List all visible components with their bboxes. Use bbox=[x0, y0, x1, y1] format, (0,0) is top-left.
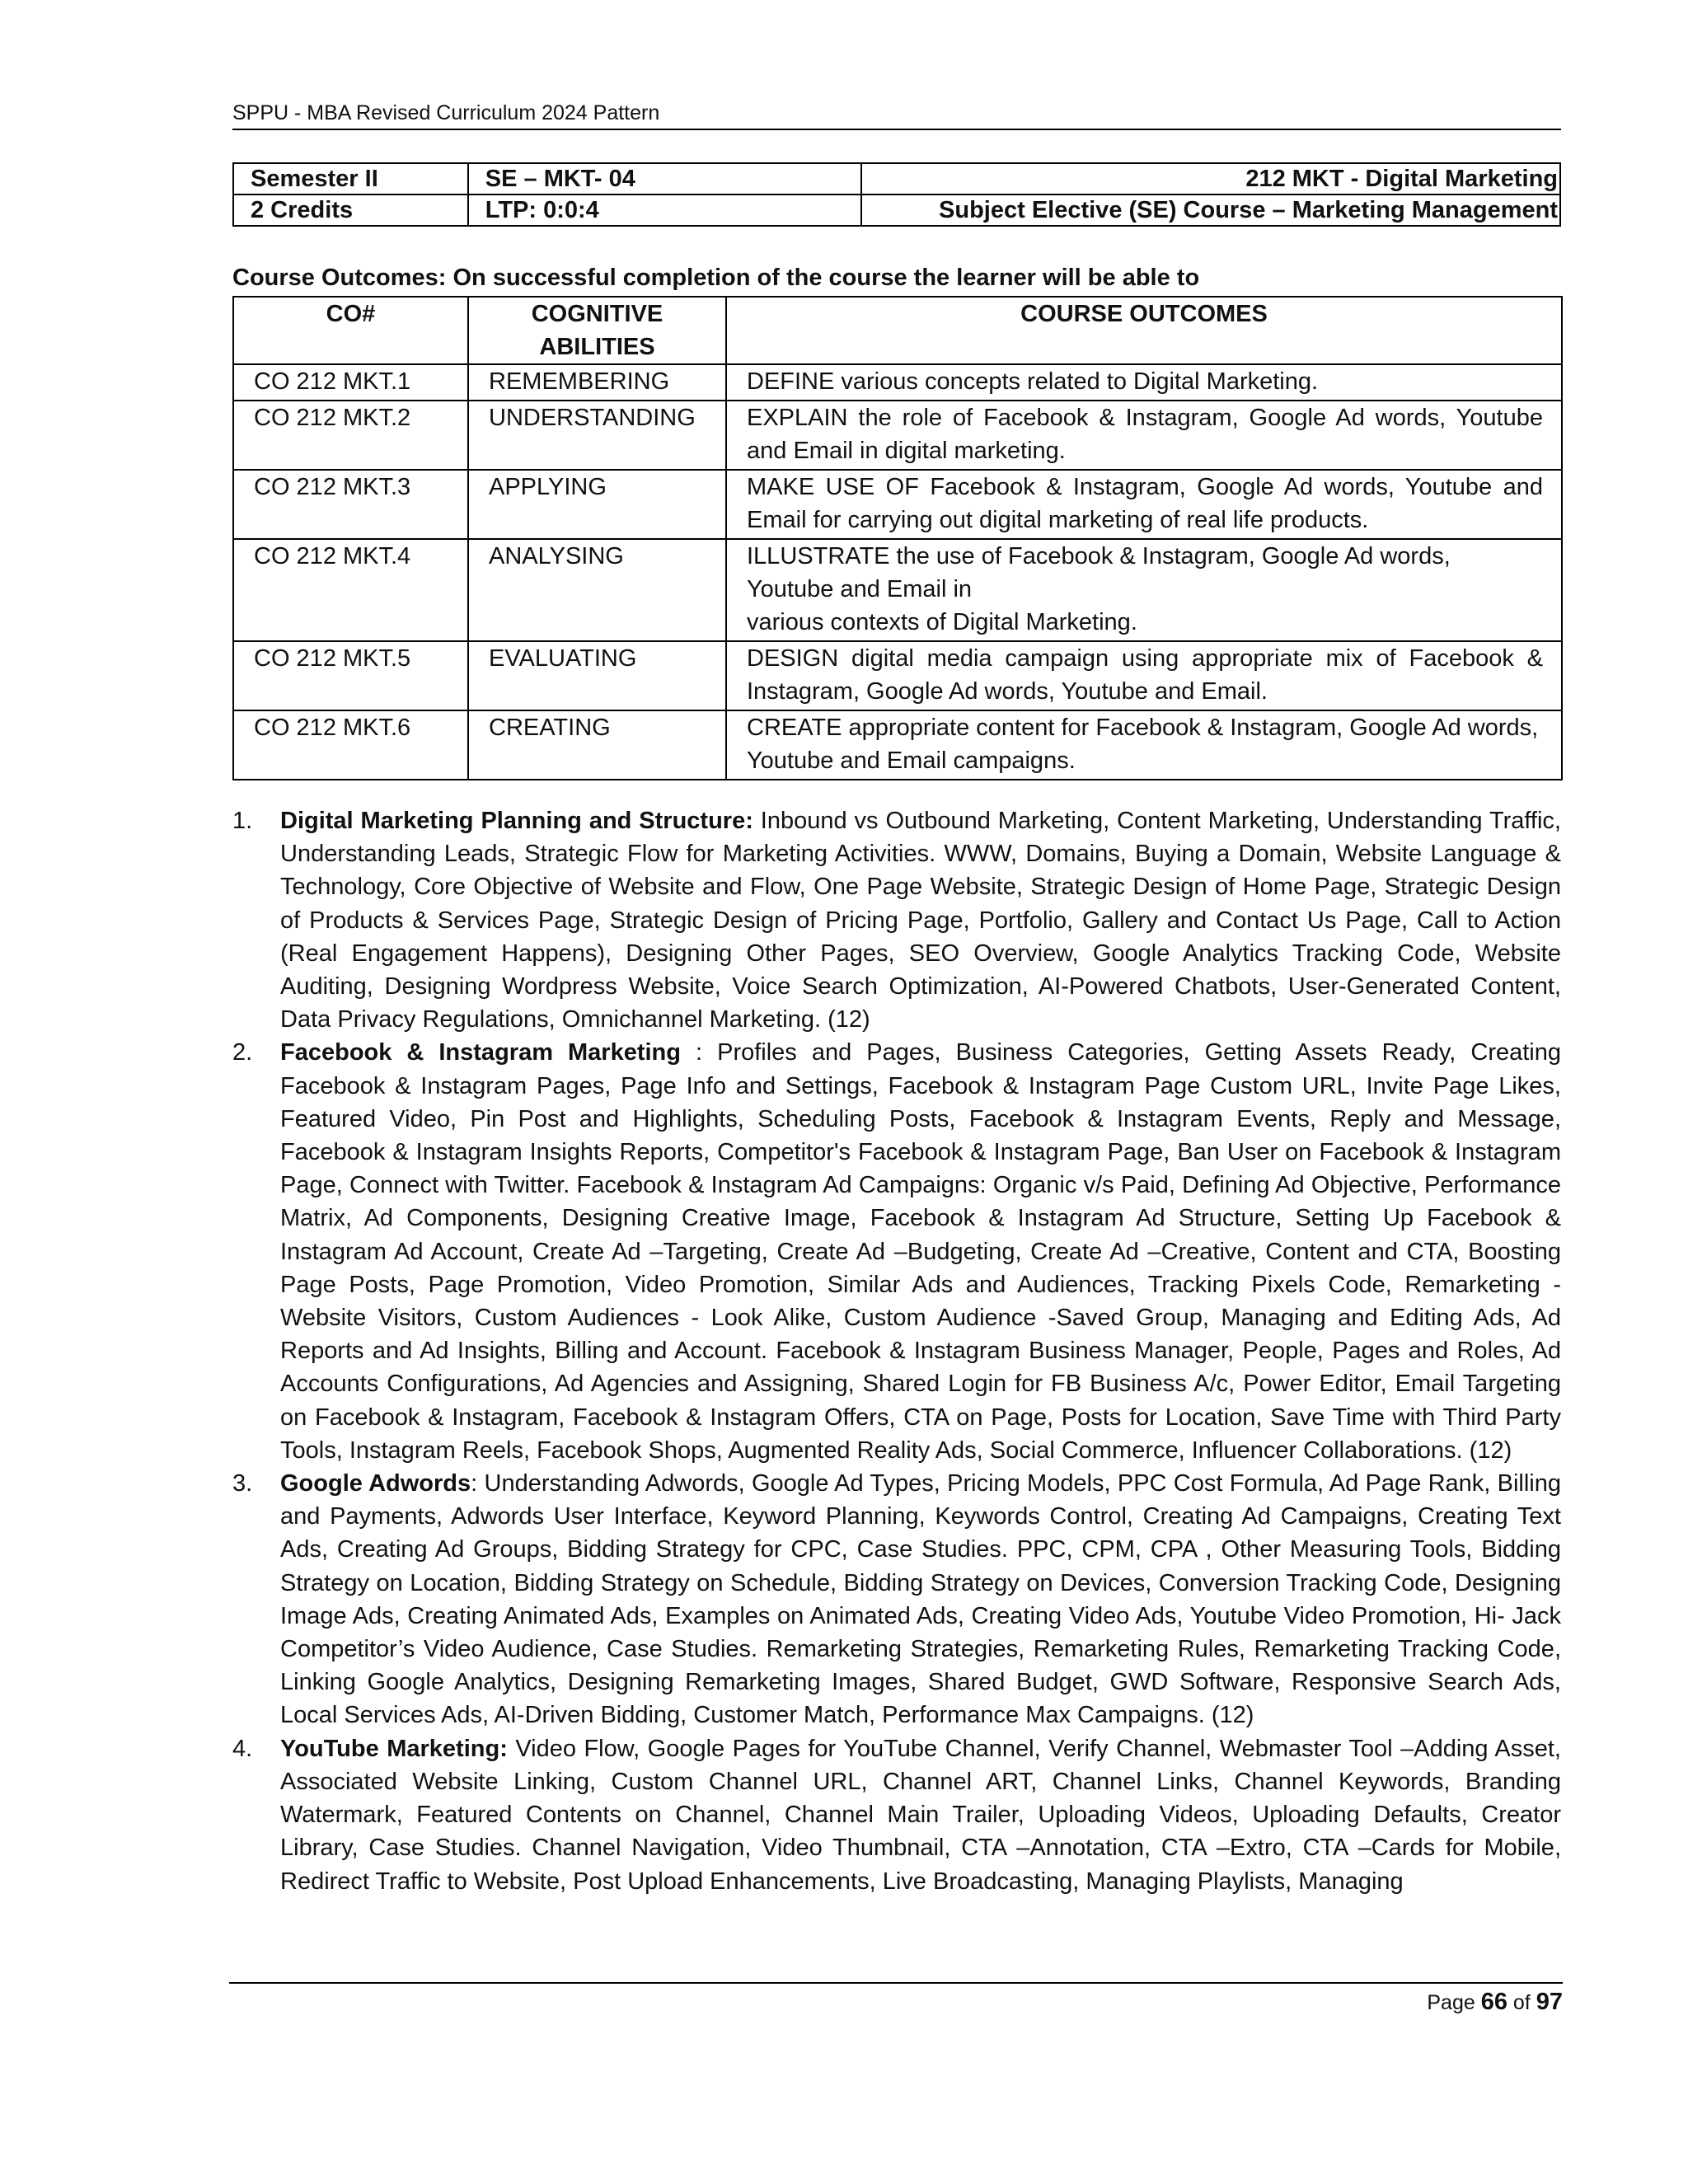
course-info-table bbox=[232, 162, 1561, 227]
header-title: SPPU - MBA Revised Curriculum 2024 Pattern bbox=[232, 101, 660, 124]
co-ability: EVALUATING bbox=[468, 641, 726, 710]
topic-body: Video Flow, Google Pages for YouTube Channel, Verify Channel, Webmaster Tool –Adding Asset, Associated Website Linking, Custom Channel URL, Channel ART, Channel Links, Channel Keywords, Branding Watermark, Featured Contents on Channel, Channel Main Trailer, Uploading Videos, Uploading Defaults, Creator Library, Case Studies. Channel Navigation, Video Thumbnail, CTA –Annotation, CTA –Extro, CTA –Cards for Mobile, Redirect Traffic to Website, Post Upload Enhancements, Live Broadcasting, Managing Playlists, Managing bbox=[280, 1735, 1561, 1895]
topic-title: Facebook & Instagram Marketing bbox=[280, 1039, 681, 1066]
topic-body: Inbound vs Outbound Marketing, Content Marketing, Understanding Traffic, Understanding Leads, Strategic Flow for Marketing Activities. WWW, Domains, Buying a Domain, Website Language & Technology, Core Objective of Website and Flow, One Page Website, Strategic Design of Home Page, Strategic Design of Products & Services Page, Strategic Design of Pricing Page, Portfolio, Gallery and Contact Us Page, Call to Action (Real Engagement Happens), Designing Other Pages, SEO Overview, Google Analytics Tracking Code, Website Auditing, Designing Wordpress Website, Voice Search Optimization, AI-Powered Chatbots, User-Generated Content, Data Privacy Regulations, Omnichannel Marketing. (12) bbox=[280, 808, 1561, 1033]
co-id: CO 212 MKT.4 bbox=[233, 539, 468, 641]
col-header-outcomes: COURSE OUTCOMES bbox=[726, 297, 1562, 364]
co-id: CO 212 MKT.5 bbox=[233, 641, 468, 710]
topic-number: 4. bbox=[232, 1735, 253, 1762]
course-code-cell: SE – MKT- 04 bbox=[468, 163, 861, 194]
col-header-co: CO# bbox=[233, 297, 468, 364]
col-header-abilities: COGNITIVE ABILITIES bbox=[468, 297, 726, 364]
co-ability: CREATING bbox=[468, 710, 726, 780]
co-text: DEFINE various concepts related to Digital Marketing. bbox=[726, 364, 1562, 401]
table-row bbox=[233, 641, 1562, 710]
list-item bbox=[232, 1467, 1561, 1732]
page-label: Page bbox=[1427, 1991, 1475, 2014]
co-id: CO 212 MKT.2 bbox=[233, 401, 468, 470]
co-ability: UNDERSTANDING bbox=[468, 401, 726, 470]
co-text: DESIGN digital media campaign using appropriate mix of Facebook & Instagram, Google Ad words, Youtube and Email. bbox=[726, 641, 1562, 710]
table-row bbox=[233, 364, 1562, 401]
topic-body: : Profiles and Pages, Business Categories, Getting Assets Ready, Creating Facebook & Instagram Pages, Page Info and Settings, Facebook & Instagram Page Custom URL, Invite Page Likes, Featured Video, Pin Post and Highlights, Scheduling Posts, Facebook & Instagram Events, Reply and Message, Facebook & Instagram Insights Reports, Competitor's Facebook & Instagram Page, Ban User on Facebook & Instagram Page, Connect with Twitter. Facebook & Instagram Ad Campaigns: Organic v/s Paid, Defining Ad Objective, Performance Matrix, Ad Components, Designing Creative Image, Facebook & Instagram Ad Structure, Setting Up Facebook & Instagram Ad Account, Create Ad –Targeting, Create Ad –Budgeting, Create Ad –Creative, Content and CTA, Boosting Page Posts, Page Promotion, Video Promotion, Similar Ads and Audiences, Tracking Pixels Code, Remarketing - Website Visitors, Custom Audiences - Look Alike, Custom Audience -Saved Group, Managing and Editing Ads, Ad Reports and Ad Insights, Billing and Account. Facebook & Instagram Business Manager, People, Pages and Roles, Ad Accounts Configurations, Ad Agencies and Assigning, Shared Login for FB Business A/c, Power Editor, Email Targeting on Facebook & Instagram, Facebook & Instagram Offers, CTA on Page, Posts for Location, Save Time with Third Party Tools, Instagram Reels, Facebook Shops, Augmented Reality Ads, Social Commerce, Influencer Collaborations. (12) bbox=[280, 1039, 1561, 1464]
list-item bbox=[232, 804, 1561, 1036]
course-type-cell: Subject Elective (SE) Course – Marketing Management bbox=[861, 194, 1560, 226]
page-header bbox=[232, 97, 1561, 130]
list-item bbox=[232, 1036, 1561, 1467]
co-id: CO 212 MKT.6 bbox=[233, 710, 468, 780]
course-outcomes-heading: Course Outcomes: On successful completion of the course the learner will be able to bbox=[232, 265, 1200, 291]
table-header-row bbox=[233, 297, 1562, 364]
topic-title: Digital Marketing Planning and Structure: bbox=[280, 808, 753, 834]
topic-body: : Understanding Adwords, Google Ad Types, Pricing Models, PPC Cost Formula, Ad Page Rank, Billing and Payments, Adwords User Interface, Keyword Planning, Keywords Control, Creating Ad Campaigns, Creating Text Ads, Creating Ad Groups, Bidding Strategy for CPC, Case Studies. PPC, CPM, CPA , Other Measuring Tools, Bidding Strategy on Location, Bidding Strategy on Schedule, Bidding Strategy on Devices, Conversion Tracking Code, Designing Image Ads, Creating Animated Ads, Examples on Animated Ads, Creating Video Ads, Youtube Video Promotion, Hi- Jack Competitor’s Video Audience, Case Studies. Remarketing Strategies, Remarketing Rules, Remarketing Tracking Code, Linking Google Analytics, Designing Remarketing Images, Shared Budget, GWD Software, Responsive Search Ads, Local Services Ads, AI-Driven Bidding, Customer Match, Performance Max Campaigns. (12) bbox=[280, 1470, 1561, 1729]
co-id: CO 212 MKT.1 bbox=[233, 364, 468, 401]
table-row bbox=[233, 539, 1562, 641]
topic-number: 3. bbox=[232, 1470, 253, 1497]
course-info-row bbox=[233, 194, 1560, 226]
topic-title: YouTube Marketing: bbox=[280, 1735, 508, 1762]
page-current: 66 bbox=[1480, 1989, 1507, 2015]
co-ability: REMEMBERING bbox=[468, 364, 726, 401]
page-of: of bbox=[1512, 1991, 1531, 2014]
syllabus-topics-list bbox=[232, 804, 1561, 1898]
ltp-cell: LTP: 0:0:4 bbox=[468, 194, 861, 226]
page-number bbox=[1427, 1986, 1563, 2018]
topic-number: 2. bbox=[232, 1039, 253, 1066]
co-text-line: ILLUSTRATE the use of Facebook & Instagram, Google Ad words, Youtube and Email in bbox=[747, 543, 1451, 602]
course-outcomes-table bbox=[232, 296, 1563, 780]
table-row bbox=[233, 401, 1562, 470]
table-row bbox=[233, 710, 1562, 780]
list-item bbox=[232, 1732, 1561, 1898]
topic-title: Google Adwords bbox=[280, 1470, 471, 1497]
co-ability: APPLYING bbox=[468, 470, 726, 539]
page-total: 97 bbox=[1536, 1989, 1563, 2015]
co-text-line: various contexts of Digital Marketing. bbox=[747, 609, 1137, 635]
credits-cell: 2 Credits bbox=[233, 194, 468, 226]
course-info-row bbox=[233, 163, 1560, 194]
footer-divider bbox=[229, 1982, 1563, 1984]
co-text bbox=[726, 539, 1562, 641]
topic-number: 1. bbox=[232, 808, 253, 834]
semester-cell: Semester II bbox=[233, 163, 468, 194]
course-title-cell: 212 MKT - Digital Marketing bbox=[861, 163, 1560, 194]
table-row bbox=[233, 470, 1562, 539]
co-id: CO 212 MKT.3 bbox=[233, 470, 468, 539]
co-text: CREATE appropriate content for Facebook & Instagram, Google Ad words, Youtube and Email campaigns. bbox=[726, 710, 1562, 780]
co-text: EXPLAIN the role of Facebook & Instagram, Google Ad words, Youtube and Email in digital marketing. bbox=[726, 401, 1562, 470]
co-ability: ANALYSING bbox=[468, 539, 726, 641]
co-text: MAKE USE OF Facebook & Instagram, Google Ad words, Youtube and Email for carrying out digital marketing of real life products. bbox=[726, 470, 1562, 539]
